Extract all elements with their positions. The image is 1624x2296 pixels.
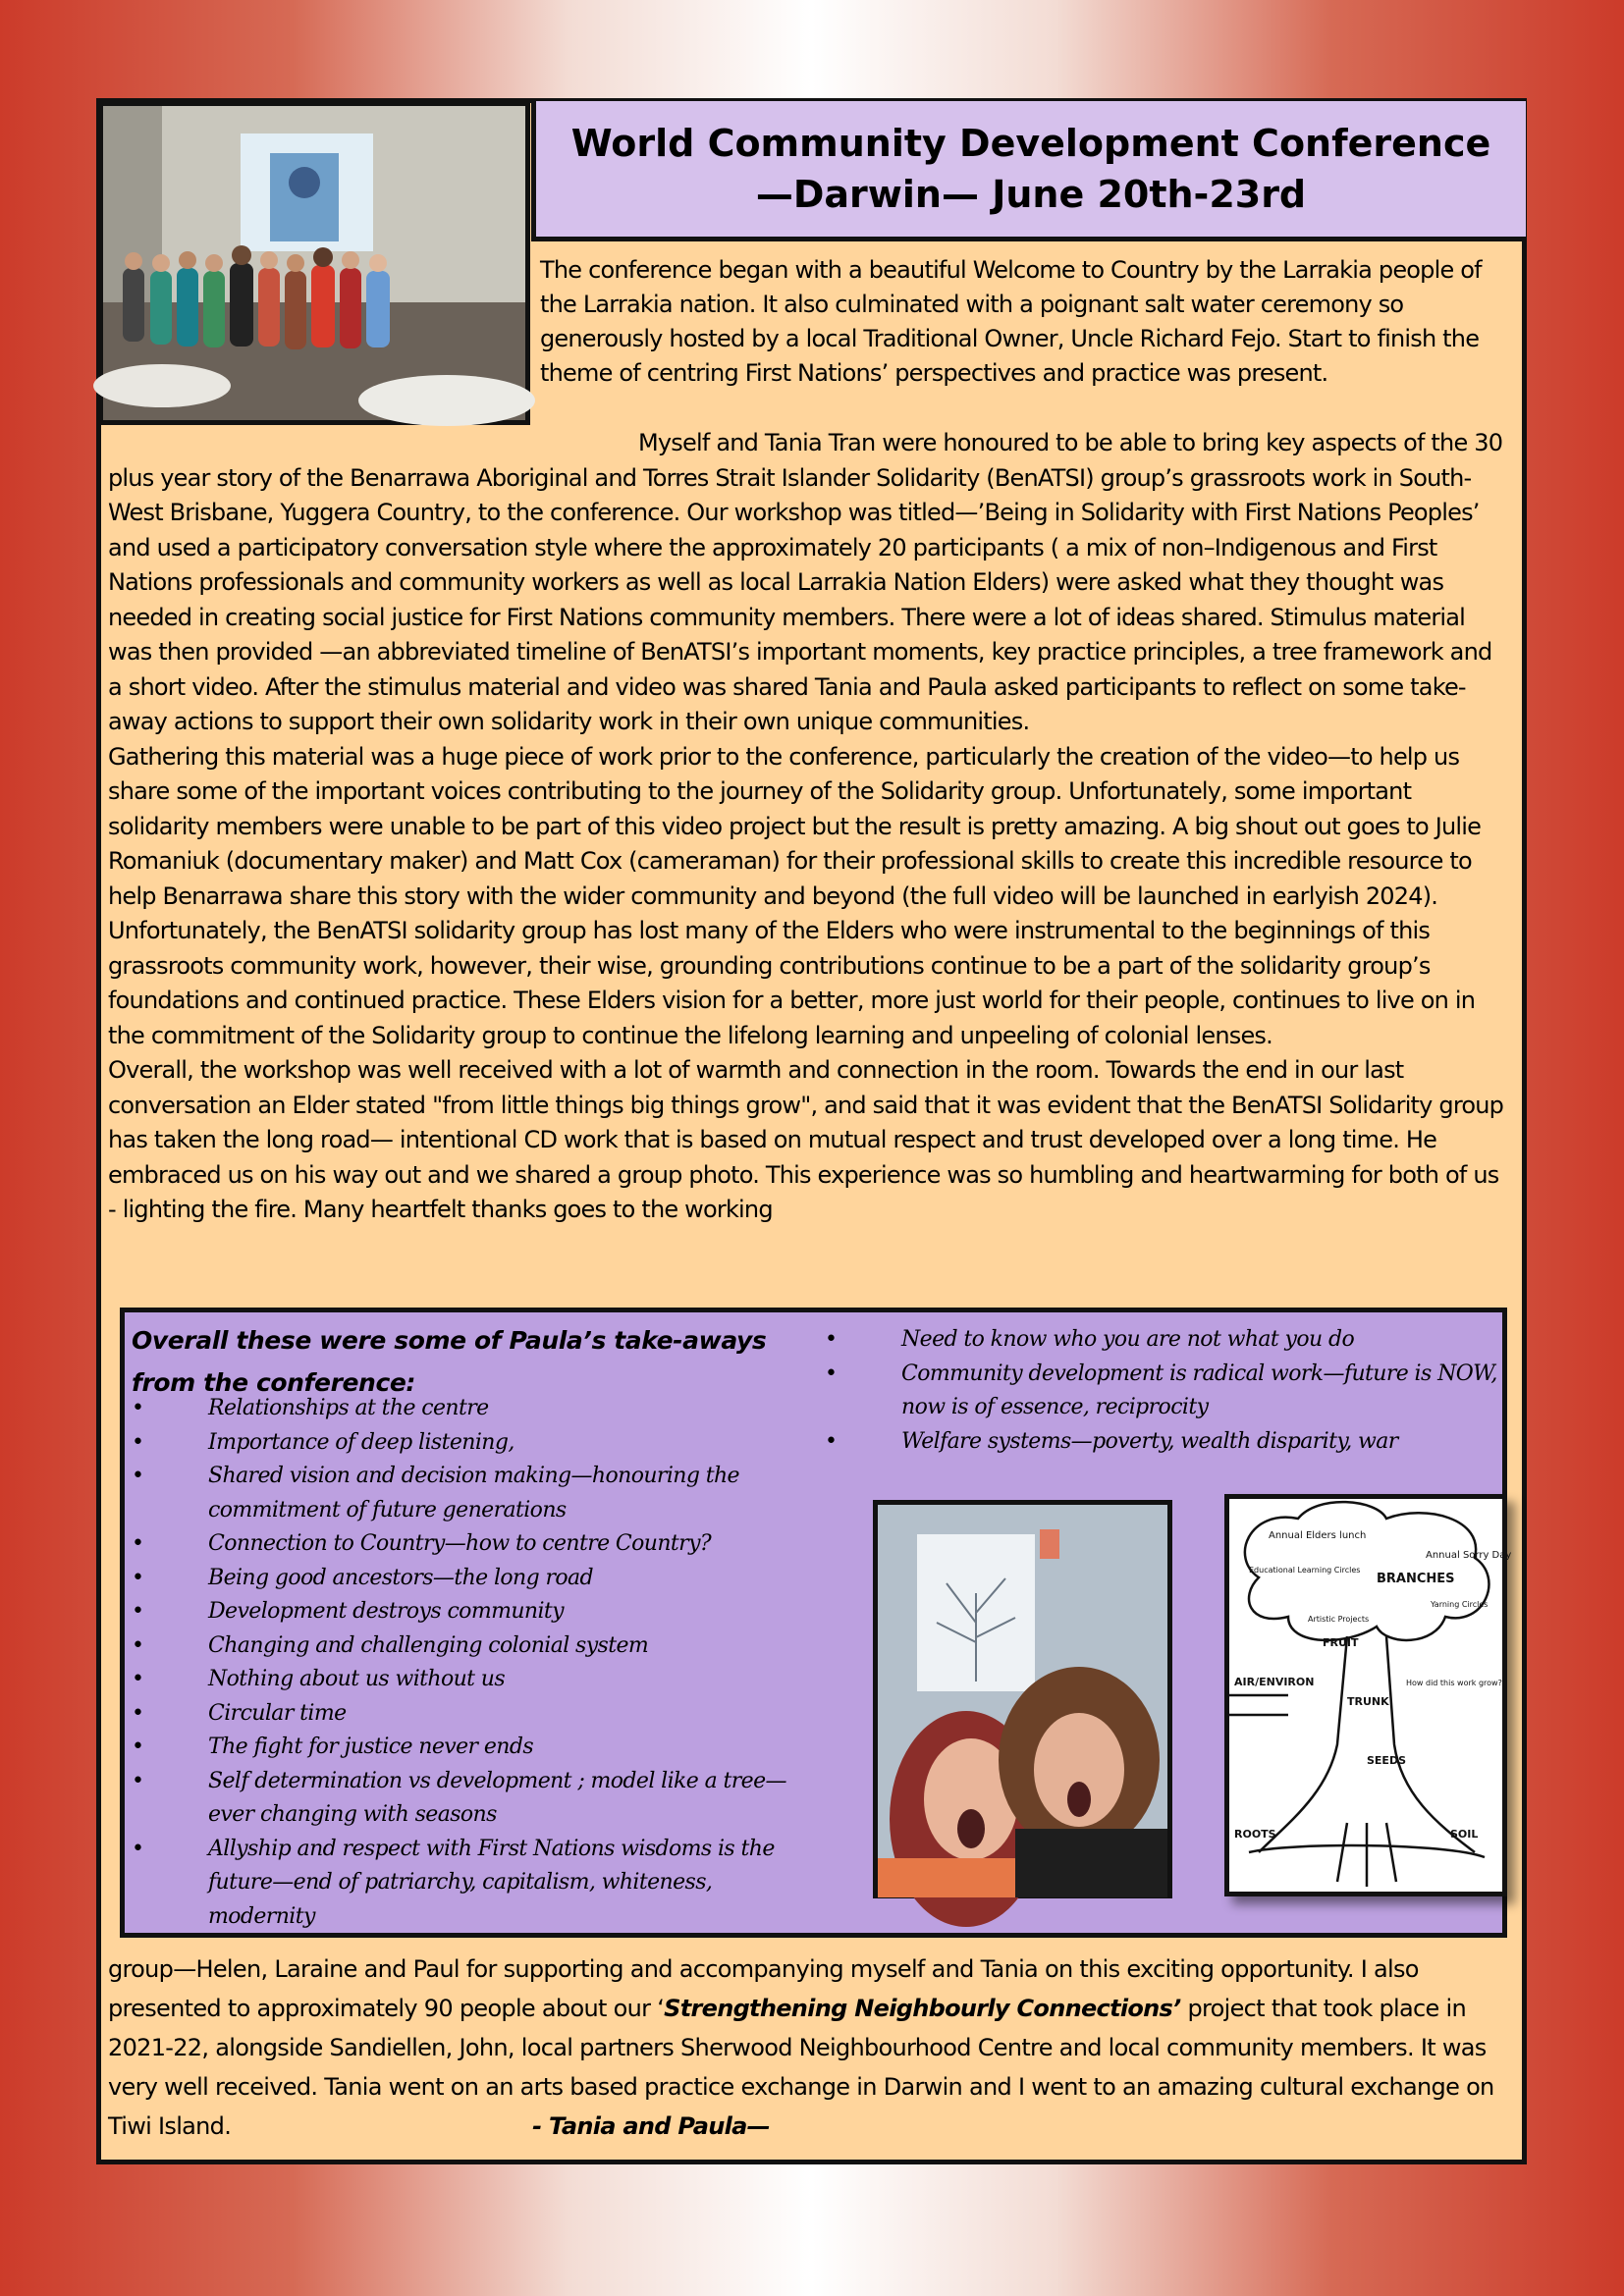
list-item: • Allyship and respect with First Nations wisdoms is the future—end of patriarchy, capitalism, whiteness, modernity [132,1833,809,1935]
bullet: • [825,1361,838,1386]
tree-word: How did this work grow? [1406,1679,1502,1687]
intro-paragraph: The conference began with a beautiful Welcome to Country by the Larrakia people of the Larrakia nation. It also culminated with a poignant salt water ceremony so generously hosted by a local Traditional Owner, Uncle Richard Fejo. Start to finish the theme of centring First Nations’ perspectives and practice was present. [540,256,1482,387]
tree-word: Annual Elders lunch [1269,1530,1367,1541]
bullet: • [132,1836,144,1861]
bullet: • [825,1327,838,1352]
tree-word: BRANCHES [1377,1572,1455,1586]
list-item: • Shared vision and decision making—honouring the commitment of future generations [132,1460,809,1527]
list-item: • Community development is radical work—future is NOW, now is of essence, reciprocity [825,1358,1512,1425]
bullet: • [132,1735,144,1759]
tree-word: AIR/ENVIRON [1234,1676,1315,1688]
bullet: • [825,1428,838,1454]
gathering-paragraph: Gathering this material was a huge piece of work prior to the conference, particularly the creation of the video—to help us share some of the important voices contributing to the journey of the Solidarity group. Unfortunately, some important solidarity members were unable to be part of this video project but the result is pretty amazing. A big shout out goes to Julie Romaniuk (documentary maker) and Matt Cox (cameraman) for their professional skills to create this incredible resource to help Benarrawa share this story with the wider community and beyond (the full video will be launched in earlyish 2024). Unfortunately, the BenATSI solidarity group has lost many of the Elders who were instrumental to the beginnings of this grassroots community work, however, their wise, grounding contributions continue to be a part of the solidarity group’s foundations and continued practice. These Elders vision for a better, more just world for their people, continues to live on in the commitment of the Solidarity group to continue the lifelong learning and unpeeling of colonial lenses. [108,742,1482,1049]
bullet: • [132,1768,144,1793]
tree-word: Annual Sorry Day [1426,1550,1512,1561]
tree-word: FRUIT [1323,1636,1359,1649]
list-item: • The fight for justice never ends [132,1731,809,1765]
tree-word: Yarning Circles [1431,1600,1489,1609]
main-body [108,426,1512,1228]
tree-word: Artistic Projects [1308,1615,1370,1624]
list-item: • Being good ancestors—the long road [132,1562,809,1596]
bullet: • [132,1700,144,1726]
takeaways-list-left [132,1392,809,1934]
tree-word: TRUNK [1347,1695,1389,1708]
tree-word: SOIL [1450,1828,1479,1841]
overall-paragraph: Overall, the workshop was well received with a lot of warmth and connection in the room. Towards the end in our last conversation an Elder stated "from little things big things grow", and said that it was evident that the BenATSI Solidarity group has taken the long road— intentional CD work that is based on mutual respect and trust developed over a long time. He embraced us on his way out and we shared a group photo. This experience was so humbling and heartwarming for both of us - lighting the fire. Many heartfelt thanks goes to the working [108,1056,1504,1223]
list-item: • Nothing about us without us [132,1663,809,1697]
title-line-1: World Community Development Conference [570,122,1491,165]
list-item: • Importance of deep listening, [132,1426,809,1461]
bullet: • [132,1632,144,1658]
bullet: • [132,1396,144,1420]
tree-word: Educational Learning Circles [1249,1566,1361,1575]
list-item: • Relationships at the centre [132,1392,809,1426]
list-item: • Connection to Country—how to centre Country? [132,1527,809,1562]
list-item: • Development destroys community [132,1595,809,1629]
selfie-photo [873,1500,1172,1898]
tree-word: SEEDS [1367,1754,1407,1767]
project-name: Strengthening Neighbourly Connections’ [664,1995,1181,2022]
workshop-paragraph: Myself and Tania Tran were honoured to be able to bring key aspects of the 30 plus year story of the Benarrawa Aboriginal and Torres Strait Islander Solidarity (BenATSI) group’s grassroots work in South-West Brisbane, Yuggera Country, to the conference. Our workshop was titled—’Being in Solidarity with First Nations Peoples’ and used a participatory conversation style where the approximately 20 participants ( a mix of non–Indigenous and First Nations professionals and community workers as well as local Larrakia Nation Elders) were asked what they thought was needed in creating social justice for First Nations community members. There were a lot of ideas shared. Stimulus material was then provided —an abbreviated timeline of BenATSI’s important moments, key practice principles, a tree framework and a short video. After the stimulus material and video was shared Tania and Paula asked participants to reflect on some take-away actions to support their own solidarity work in their own unique communities. [108,429,1503,735]
list-item: • Welfare systems—poverty, wealth disparity, war [825,1425,1512,1460]
tree-word: ROOTS [1234,1828,1276,1841]
bullet: • [132,1667,144,1691]
bullet: • [132,1599,144,1624]
bullet: • [132,1464,144,1488]
closing-text-before: group—Helen, Laraine and Paul for supporting and accompanying myself and Tania on this exciting opportunity. I also presented to approximately 90 people about our ‘ [108,1955,1419,2022]
tree-framework-drawing [1224,1494,1512,1896]
group-photo [98,101,530,425]
takeaways-list-right [825,1323,1512,1459]
title-line-2: —Darwin— June 20th-23rd [755,173,1307,216]
bullet: • [132,1429,144,1455]
takeaways-heading: Overall these were some of Paula’s take-aways from the conference: [132,1326,767,1397]
closing-paragraph [108,1949,1512,2146]
closing-text-after: project that took place in 2021-22, alongside Sandiellen, John, local partners Sherwood Neighbourhood Centre and local community members. It was very well received. Tania went on an arts based practice exchange in Darwin and I went to an amazing cultural exchange on Tiwi Island. [108,1995,1494,2140]
bullet: • [132,1565,144,1590]
bullet: • [132,1531,144,1556]
signature: - Tania and Paula— [532,2112,770,2140]
list-item: • Self determination vs development ; model like a tree—ever changing with seasons [132,1765,809,1833]
list-item: • Changing and challenging colonial system [132,1629,809,1664]
page-title [531,101,1526,241]
list-item: • Need to know who you are not what you do [825,1323,1512,1358]
list-item: • Circular time [132,1697,809,1732]
